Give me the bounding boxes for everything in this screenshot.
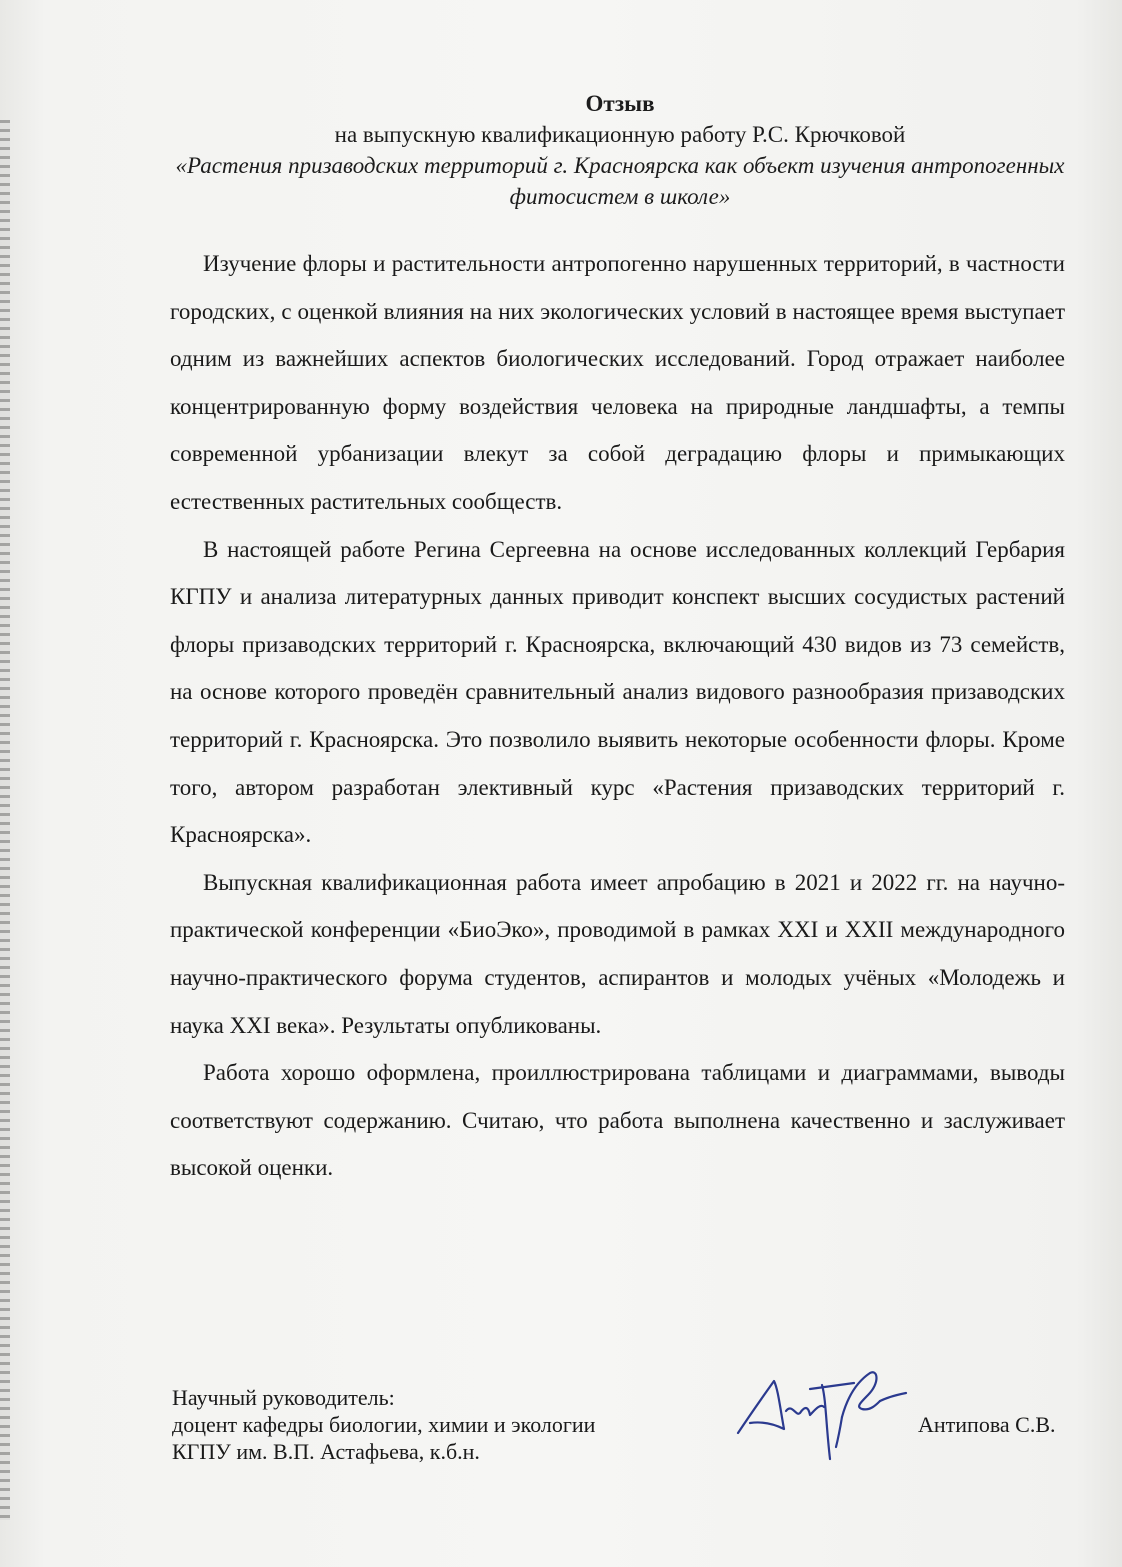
supervisor-position: доцент кафедры биологии, химии и экологии <box>172 1412 596 1437</box>
paragraph-4: Работа хорошо оформлена, проиллюстрирована таблицами и диаграммами, выводы соответствуют содержанию. Считаю, что работа выполнена качественно и заслуживает высокой оценки. <box>170 1060 1065 1181</box>
paragraph-3: Выпускная квалификационная работа имеет апробацию в 2021 и 2022 гг. на научно-практической конференции «БиоЭко», проводимой в рамках XXI и XXII международного научно-практического форума студентов, аспирантов и молодых учёных «Молодежь и наука XXI века». Результаты опубликованы. <box>170 869 1065 1038</box>
supervisor-role: Научный руководитель: <box>172 1385 395 1410</box>
binding-edge <box>0 120 10 1520</box>
document-subtitle: на выпускную квалификационную работу Р.С. Крючковой <box>334 122 906 147</box>
supervisor-name: Антипова С.В. <box>918 1412 1056 1437</box>
supervisor-institution: КГПУ им. В.П. Астафьева, к.б.н. <box>172 1439 480 1464</box>
thesis-topic: «Растения призаводских территорий г. Красноярска как объект изучения антропогенных фитосистем в школе» <box>175 153 1065 209</box>
review-body <box>170 240 1065 1192</box>
paragraph-1: Изучение флоры и растительности антропогенно нарушенных территорий, в частности городских, с оценкой влияния на них экологических условий в настоящее время выступает одним из важнейших аспектов биологических исследований. Город отражает наиболее концентрированную форму воздействия человека на природные ландшафты, а темпы современной урбанизации влекут за собой деградацию флоры и примыкающих естественных растительных сообществ. <box>170 251 1065 514</box>
document-title: Отзыв <box>585 91 655 116</box>
document-header <box>150 88 1090 212</box>
handwritten-signature <box>730 1355 920 1475</box>
paragraph-2: В настоящей работе Регина Сергеевна на основе исследованных коллекций Гербария КГПУ и анализа литературных данных приводит конспект высших сосудистых растений флоры призаводских территорий г. Красноярска, включающий 430 видов из 73 семейств, на основе которого проведён сравнительный анализ видового разнообразия призаводских территорий г. Красноярска. Это позволило выявить некоторые особенности флоры. Кроме того, автором разработан элективный курс «Растения призаводских территорий г. Красноярска». <box>170 536 1065 848</box>
supervisor-block <box>172 1384 595 1465</box>
